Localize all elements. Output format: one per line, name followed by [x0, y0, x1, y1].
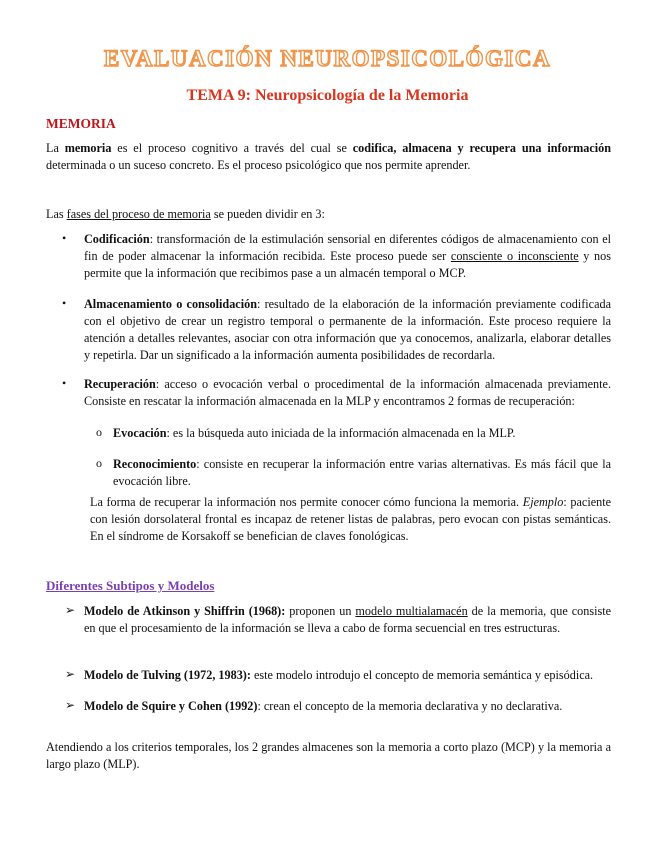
forma-paragraph: La forma de recuperar la información nos permite conocer cómo funciona la memoria. Ejemplo: paciente con lesión dorsolateral frontal es incapaz de retener listas de palabras, pero evocan con pistas semánticas. En el síndrome de Korsakoff se benefician de claves fonológicas.: [90, 495, 611, 543]
list-item-squire-cohen: Modelo de Squire y Cohen (1992): crean el concepto de la memoria declarativa y no declarativa.: [84, 699, 563, 713]
document-title: EVALUACIÓN NEUROPSICOLÓGICA: [103, 46, 552, 71]
bullet-dot-icon: •: [62, 376, 67, 390]
fases-paragraph: Las fases del proceso de memoria se pueden dividir en 3:: [46, 207, 325, 221]
sub-bullet-circle-icon: o: [96, 456, 102, 470]
arrow-bullet-icon: ➢: [65, 698, 76, 712]
list-item-tulving: Modelo de Tulving (1972, 1983): este modelo introdujo el concepto de memoria semántica y episódica.: [84, 668, 594, 682]
sub-item-evocacion: Evocación: es la búsqueda auto iniciada de la información almacenada en la MLP.: [113, 426, 516, 440]
section-heading-modelos: Diferentes Subtipos y Modelos: [46, 578, 215, 593]
closing-paragraph: Atendiendo a los criterios temporales, los 2 grandes almacenes son la memoria a corto plazo (MCP) y la memoria a largo plazo (MLP).: [46, 740, 611, 771]
list-item-codificacion: Codificación: transformación de la estimulación sensorial en diferentes códigos de almacenamiento con el fin de poder almacenar la información recibida. Este proceso puede ser consciente o inconsciente y nos permite que la información que recibimos pase a un almacén temporal o MCP.: [84, 232, 611, 280]
list-item-almacenamiento: Almacenamiento o consolidación: resultado de la elaboración de la información previamente codificada con el objetivo de crear un registro temporal o permanente de la información. Este proceso requiere la atención a detalles relevantes, asociar con otra información que ya conocemos, analizarla, elaborar detalles y repetirla. Dar un significado a la información aumenta posibilidades de recordarla.: [84, 297, 611, 362]
sub-bullet-circle-icon: o: [96, 425, 102, 439]
intro-paragraph: La memoria es el proceso cognitivo a través del cual se codifica, almacena y recupera una información determinada o un suceso concreto. Es el proceso psicológico que nos permite aprender.: [46, 141, 611, 172]
section-heading-memoria: MEMORIA: [46, 116, 116, 131]
bullet-dot-icon: •: [62, 296, 67, 310]
arrow-bullet-icon: ➢: [65, 603, 76, 617]
bullet-dot-icon: •: [62, 231, 67, 245]
list-item-recuperacion: Recuperación: acceso o evocación verbal o procedimental de la información almacenada previamente. Consiste en rescatar la información almacenada en la MLP y encontramos 2 formas de recuperación:: [84, 377, 611, 408]
sub-item-reconocimiento: Reconocimiento: consiste en recuperar la información entre varias alternativas. Es más fácil que la evocación libre.: [113, 457, 611, 488]
arrow-bullet-icon: ➢: [65, 667, 76, 681]
document-subtitle: TEMA 9: Neuropsicología de la Memoria: [186, 87, 469, 104]
list-item-atkinson-shiffrin: Modelo de Atkinson y Shiffrin (1968): proponen un modelo multialamacén de la memoria, que consiste en que el procesamiento de la información se lleva a cabo de forma secuencial en tres estructuras.: [84, 604, 612, 635]
